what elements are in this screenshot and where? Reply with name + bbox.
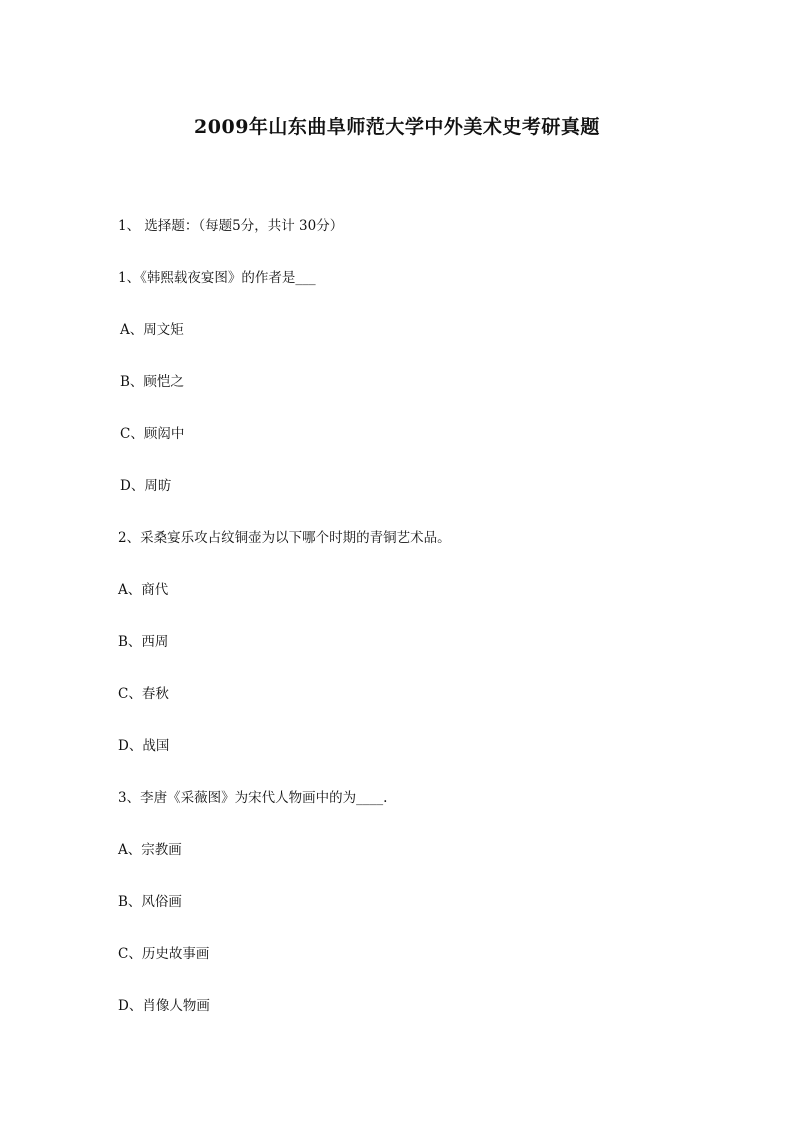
question-1-option-c: C、顾闳中	[120, 426, 185, 442]
question-3-option-b: B、风俗画	[118, 894, 182, 910]
question-2-option-d: D、战国	[118, 738, 170, 754]
document-title: 2009年山东曲阜师范大学中外美术史考研真题	[194, 116, 600, 138]
question-1-option-d: D、周昉	[120, 478, 172, 494]
question-1: 1、《韩熙载夜宴图》的作者是___	[118, 270, 316, 286]
question-2: 2、采桑宴乐攻占纹铜壶为以下哪个时期的青铜艺术品。	[118, 530, 451, 546]
question-3-option-a: A、宗教画	[118, 842, 182, 858]
question-1-option-b: B、顾恺之	[120, 374, 184, 390]
question-3-option-c: C、历史故事画	[118, 946, 210, 962]
question-3: 3、李唐《采薇图》为宋代人物画中的为____.	[118, 790, 388, 806]
section-heading: 1、 选择题：（每题5分，共计 30分）	[118, 218, 344, 234]
question-2-option-c: C、春秋	[118, 686, 169, 702]
question-1-option-a: A、周文矩	[120, 322, 184, 338]
question-3-option-d: D、肖像人物画	[118, 998, 210, 1014]
question-2-option-b: B、西周	[118, 634, 169, 650]
question-2-option-a: A、商代	[118, 582, 169, 598]
